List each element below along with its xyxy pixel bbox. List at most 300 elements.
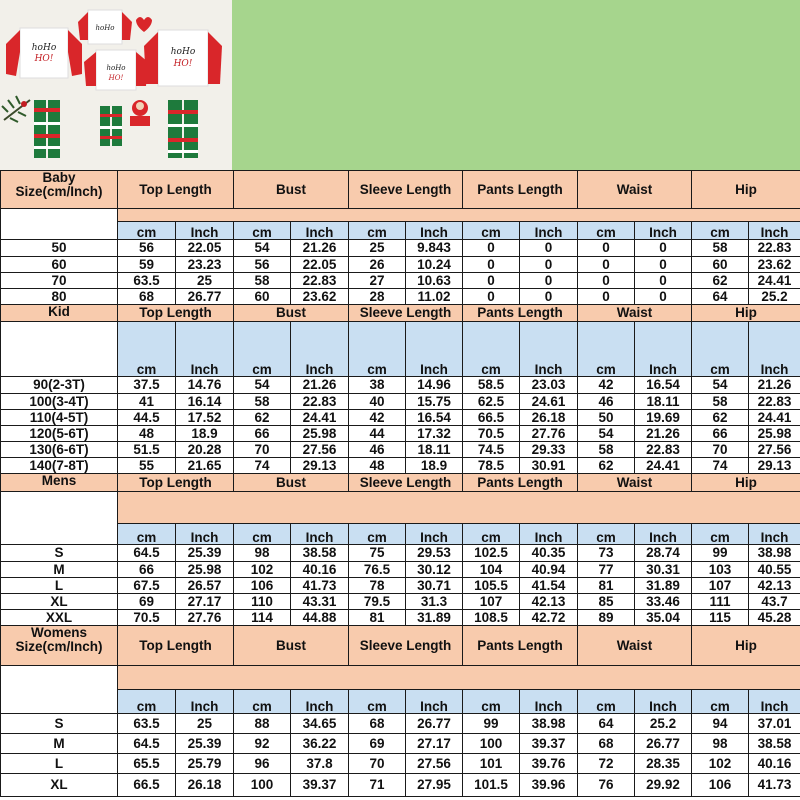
unit-label: cm bbox=[692, 322, 749, 377]
table-row bbox=[1, 545, 800, 562]
value-cell: 0 bbox=[520, 240, 578, 257]
value-cell: 37.5 bbox=[118, 377, 176, 394]
value-cell: 58 bbox=[692, 394, 749, 410]
value-cell: 51.5 bbox=[118, 442, 176, 458]
label-blank-cell bbox=[1, 209, 118, 240]
value-cell: 73 bbox=[578, 545, 635, 562]
unit-label: Inch bbox=[520, 222, 578, 240]
column-header: Bust bbox=[234, 626, 349, 666]
value-cell: 39.37 bbox=[291, 774, 349, 797]
size-label-cell: 70 bbox=[1, 273, 118, 289]
column-header: Hip bbox=[692, 474, 800, 492]
value-cell: 58 bbox=[692, 240, 749, 257]
value-cell: 18.9 bbox=[406, 458, 463, 474]
column-header: Hip bbox=[692, 626, 800, 666]
table-row bbox=[1, 714, 800, 734]
size-label-cell: L bbox=[1, 578, 118, 594]
value-cell: 25.98 bbox=[749, 426, 800, 442]
value-cell: 101 bbox=[463, 754, 520, 774]
value-cell: 17.32 bbox=[406, 426, 463, 442]
value-cell: 37.8 bbox=[291, 754, 349, 774]
value-cell: 22.05 bbox=[176, 240, 234, 257]
value-cell: 115 bbox=[692, 610, 749, 626]
value-cell: 18.11 bbox=[635, 394, 692, 410]
value-cell: 42.72 bbox=[520, 610, 578, 626]
header-band-row bbox=[1, 666, 800, 690]
family-pajama-illustration bbox=[0, 0, 232, 170]
unit-label: cm bbox=[118, 222, 176, 240]
value-cell: 43.31 bbox=[291, 594, 349, 610]
value-cell: 21.26 bbox=[635, 426, 692, 442]
column-header: Sleeve Length bbox=[349, 626, 463, 666]
value-cell: 46 bbox=[578, 394, 635, 410]
value-cell: 63.5 bbox=[118, 273, 176, 289]
value-cell: 0 bbox=[520, 273, 578, 289]
value-cell: 18.9 bbox=[176, 426, 234, 442]
value-cell: 60 bbox=[234, 289, 291, 305]
value-cell: 107 bbox=[463, 594, 520, 610]
unit-label: Inch bbox=[520, 690, 578, 714]
size-label-cell: 60 bbox=[1, 257, 118, 273]
value-cell: 9.843 bbox=[406, 240, 463, 257]
green-banner-panel bbox=[232, 0, 800, 170]
value-cell: 96 bbox=[234, 754, 291, 774]
value-cell: 42 bbox=[349, 410, 406, 426]
value-cell: 27.56 bbox=[406, 754, 463, 774]
value-cell: 104 bbox=[463, 562, 520, 578]
value-cell: 76 bbox=[578, 774, 635, 797]
table-row bbox=[1, 240, 800, 257]
value-cell: 14.96 bbox=[406, 377, 463, 394]
value-cell: 62 bbox=[578, 458, 635, 474]
size-label-cell: M bbox=[1, 562, 118, 578]
svg-text:HO!: HO! bbox=[108, 74, 124, 82]
unit-label: cm bbox=[118, 524, 176, 545]
table-row bbox=[1, 410, 800, 426]
value-cell: 44.88 bbox=[291, 610, 349, 626]
value-cell: 18.11 bbox=[406, 442, 463, 458]
table-row bbox=[1, 594, 800, 610]
value-cell: 27.76 bbox=[176, 610, 234, 626]
group-label-line: Mens bbox=[41, 473, 77, 488]
santa-plush bbox=[130, 100, 150, 126]
value-cell: 69 bbox=[349, 734, 406, 754]
column-header: Pants Length bbox=[463, 474, 578, 492]
value-cell: 27.76 bbox=[520, 426, 578, 442]
shirt-small-top bbox=[78, 10, 132, 44]
value-cell: 16.54 bbox=[406, 410, 463, 426]
value-cell: 31.3 bbox=[406, 594, 463, 610]
value-cell: 81 bbox=[578, 578, 635, 594]
value-cell: 60 bbox=[692, 257, 749, 273]
unit-label: cm bbox=[118, 690, 176, 714]
value-cell: 24.41 bbox=[291, 410, 349, 426]
value-cell: 78.5 bbox=[463, 458, 520, 474]
header-band-row bbox=[1, 492, 800, 524]
value-cell: 102.5 bbox=[463, 545, 520, 562]
header-band bbox=[118, 209, 800, 222]
value-cell: 0 bbox=[578, 289, 635, 305]
size-label-cell: 140(7-8T) bbox=[1, 458, 118, 474]
value-cell: 25.79 bbox=[176, 754, 234, 774]
value-cell: 76.5 bbox=[349, 562, 406, 578]
column-header: Sleeve Length bbox=[349, 474, 463, 492]
value-cell: 79.5 bbox=[349, 594, 406, 610]
value-cell: 100 bbox=[463, 734, 520, 754]
label-blank-cell bbox=[1, 666, 118, 714]
value-cell: 98 bbox=[692, 734, 749, 754]
svg-text:hoHo: hoHo bbox=[106, 64, 126, 72]
svg-text:HO!: HO! bbox=[34, 54, 54, 64]
value-cell: 108.5 bbox=[463, 610, 520, 626]
table-row bbox=[1, 257, 800, 273]
value-cell: 20.28 bbox=[176, 442, 234, 458]
value-cell: 40.35 bbox=[520, 545, 578, 562]
value-cell: 98 bbox=[234, 545, 291, 562]
value-cell: 72 bbox=[578, 754, 635, 774]
table-row bbox=[1, 754, 800, 774]
table-row bbox=[1, 289, 800, 305]
value-cell: 27.17 bbox=[406, 734, 463, 754]
value-cell: 50 bbox=[578, 410, 635, 426]
value-cell: 58 bbox=[234, 394, 291, 410]
value-cell: 70 bbox=[234, 442, 291, 458]
value-cell: 43.7 bbox=[749, 594, 800, 610]
value-cell: 68 bbox=[118, 289, 176, 305]
value-cell: 17.52 bbox=[176, 410, 234, 426]
value-cell: 114 bbox=[234, 610, 291, 626]
table-row bbox=[1, 578, 800, 594]
value-cell: 23.62 bbox=[291, 289, 349, 305]
value-cell: 94 bbox=[692, 714, 749, 734]
unit-label: cm bbox=[463, 322, 520, 377]
unit-label: cm bbox=[578, 524, 635, 545]
table-row bbox=[1, 442, 800, 458]
group-label-line: Kid bbox=[48, 304, 70, 319]
value-cell: 25.39 bbox=[176, 545, 234, 562]
group-label-line: Womens bbox=[30, 625, 87, 640]
value-cell: 64 bbox=[578, 714, 635, 734]
value-cell: 77 bbox=[578, 562, 635, 578]
value-cell: 26 bbox=[349, 257, 406, 273]
value-cell: 10.63 bbox=[406, 273, 463, 289]
column-header: Top Length bbox=[118, 305, 234, 322]
unit-label: cm bbox=[692, 690, 749, 714]
unit-label: cm bbox=[692, 222, 749, 240]
value-cell: 56 bbox=[234, 257, 291, 273]
value-cell: 33.46 bbox=[635, 594, 692, 610]
table-row bbox=[1, 774, 800, 797]
value-cell: 64 bbox=[692, 289, 749, 305]
value-cell: 27.17 bbox=[176, 594, 234, 610]
value-cell: 29.92 bbox=[635, 774, 692, 797]
value-cell: 111 bbox=[692, 594, 749, 610]
value-cell: 31.89 bbox=[406, 610, 463, 626]
value-cell: 24.61 bbox=[520, 394, 578, 410]
table-row bbox=[1, 426, 800, 442]
unit-label: cm bbox=[234, 222, 291, 240]
svg-text:hoHo: hoHo bbox=[31, 43, 57, 53]
heart-icon bbox=[136, 17, 152, 32]
value-cell: 54 bbox=[692, 377, 749, 394]
value-cell: 26.18 bbox=[176, 774, 234, 797]
unit-label: Inch bbox=[749, 222, 800, 240]
value-cell: 38.58 bbox=[291, 545, 349, 562]
value-cell: 23.03 bbox=[520, 377, 578, 394]
value-cell: 48 bbox=[349, 458, 406, 474]
unit-label: Inch bbox=[291, 690, 349, 714]
unit-label: Inch bbox=[176, 690, 234, 714]
value-cell: 70.5 bbox=[463, 426, 520, 442]
value-cell: 48 bbox=[118, 426, 176, 442]
value-cell: 25.98 bbox=[176, 562, 234, 578]
unit-label: Inch bbox=[749, 690, 800, 714]
value-cell: 25.2 bbox=[635, 714, 692, 734]
column-header: Waist bbox=[578, 474, 692, 492]
value-cell: 71 bbox=[349, 774, 406, 797]
size-label-cell: XL bbox=[1, 594, 118, 610]
size-label-cell: S bbox=[1, 714, 118, 734]
value-cell: 62 bbox=[692, 410, 749, 426]
value-cell: 64.5 bbox=[118, 545, 176, 562]
value-cell: 74 bbox=[234, 458, 291, 474]
table-row bbox=[1, 273, 800, 289]
pants-left bbox=[34, 100, 60, 158]
value-cell: 42.13 bbox=[749, 578, 800, 594]
value-cell: 0 bbox=[463, 273, 520, 289]
value-cell: 89 bbox=[578, 610, 635, 626]
column-header: Waist bbox=[578, 305, 692, 322]
size-label-cell: 90(2-3T) bbox=[1, 377, 118, 394]
size-label-cell: XL bbox=[1, 774, 118, 797]
column-header: Waist bbox=[578, 171, 692, 209]
value-cell: 27 bbox=[349, 273, 406, 289]
svg-text:hoHo: hoHo bbox=[95, 24, 115, 32]
value-cell: 23.62 bbox=[749, 257, 800, 273]
unit-label: Inch bbox=[406, 222, 463, 240]
size-label-cell: M bbox=[1, 734, 118, 754]
value-cell: 23.23 bbox=[176, 257, 234, 273]
value-cell: 28.35 bbox=[635, 754, 692, 774]
value-cell: 103 bbox=[692, 562, 749, 578]
unit-label: Inch bbox=[520, 524, 578, 545]
value-cell: 75 bbox=[349, 545, 406, 562]
unit-label: Inch bbox=[176, 322, 234, 377]
unit-label: Inch bbox=[749, 524, 800, 545]
svg-text:hoHo: hoHo bbox=[170, 47, 196, 57]
value-cell: 16.14 bbox=[176, 394, 234, 410]
value-cell: 58 bbox=[234, 273, 291, 289]
unit-label: cm bbox=[118, 322, 176, 377]
value-cell: 21.26 bbox=[749, 377, 800, 394]
value-cell: 64.5 bbox=[118, 734, 176, 754]
group-label bbox=[1, 474, 118, 492]
value-cell: 70.5 bbox=[118, 610, 176, 626]
value-cell: 63.5 bbox=[118, 714, 176, 734]
group-label bbox=[1, 626, 118, 666]
value-cell: 0 bbox=[635, 257, 692, 273]
group-label bbox=[1, 171, 118, 209]
unit-label: cm bbox=[349, 222, 406, 240]
size-label-cell: 110(4-5T) bbox=[1, 410, 118, 426]
column-header: Sleeve Length bbox=[349, 171, 463, 209]
value-cell: 66.5 bbox=[463, 410, 520, 426]
value-cell: 30.91 bbox=[520, 458, 578, 474]
column-header: Pants Length bbox=[463, 305, 578, 322]
value-cell: 28.74 bbox=[635, 545, 692, 562]
value-cell: 0 bbox=[463, 289, 520, 305]
value-cell: 45.28 bbox=[749, 610, 800, 626]
value-cell: 24.41 bbox=[635, 458, 692, 474]
value-cell: 54 bbox=[234, 240, 291, 257]
unit-label: cm bbox=[578, 690, 635, 714]
size-label-cell: 80 bbox=[1, 289, 118, 305]
size-label-cell: 130(6-6T) bbox=[1, 442, 118, 458]
size-label-cell: 50 bbox=[1, 240, 118, 257]
value-cell: 26.57 bbox=[176, 578, 234, 594]
value-cell: 44.5 bbox=[118, 410, 176, 426]
table-row bbox=[1, 562, 800, 578]
value-cell: 21.26 bbox=[291, 240, 349, 257]
value-cell: 85 bbox=[578, 594, 635, 610]
group-label bbox=[1, 305, 118, 322]
group-header-row bbox=[1, 171, 800, 209]
group-header-row bbox=[1, 305, 800, 322]
pants-right bbox=[168, 100, 198, 158]
value-cell: 68 bbox=[349, 714, 406, 734]
value-cell: 65.5 bbox=[118, 754, 176, 774]
column-header: Bust bbox=[234, 305, 349, 322]
value-cell: 46 bbox=[349, 442, 406, 458]
unit-label: cm bbox=[234, 322, 291, 377]
value-cell: 28 bbox=[349, 289, 406, 305]
value-cell: 54 bbox=[578, 426, 635, 442]
unit-label: Inch bbox=[406, 524, 463, 545]
value-cell: 70 bbox=[692, 442, 749, 458]
value-cell: 81 bbox=[349, 610, 406, 626]
value-cell: 70 bbox=[349, 754, 406, 774]
value-cell: 24.41 bbox=[749, 410, 800, 426]
size-chart-table bbox=[0, 170, 800, 797]
value-cell: 39.96 bbox=[520, 774, 578, 797]
group-label-line: Size(cm/Inch) bbox=[15, 638, 103, 654]
value-cell: 100 bbox=[234, 774, 291, 797]
unit-label: Inch bbox=[406, 690, 463, 714]
value-cell: 22.83 bbox=[635, 442, 692, 458]
value-cell: 0 bbox=[520, 257, 578, 273]
value-cell: 67.5 bbox=[118, 578, 176, 594]
value-cell: 38.98 bbox=[520, 714, 578, 734]
unit-row bbox=[1, 322, 800, 377]
column-header: Pants Length bbox=[463, 171, 578, 209]
value-cell: 29.13 bbox=[749, 458, 800, 474]
value-cell: 99 bbox=[463, 714, 520, 734]
value-cell: 22.05 bbox=[291, 257, 349, 273]
value-cell: 0 bbox=[635, 289, 692, 305]
value-cell: 14.76 bbox=[176, 377, 234, 394]
value-cell: 59 bbox=[118, 257, 176, 273]
value-cell: 22.83 bbox=[291, 273, 349, 289]
value-cell: 27.56 bbox=[749, 442, 800, 458]
value-cell: 25 bbox=[176, 273, 234, 289]
value-cell: 58 bbox=[578, 442, 635, 458]
unit-label: cm bbox=[349, 322, 406, 377]
value-cell: 31.89 bbox=[635, 578, 692, 594]
unit-label: cm bbox=[234, 690, 291, 714]
value-cell: 0 bbox=[578, 257, 635, 273]
size-label-cell: 120(5-6T) bbox=[1, 426, 118, 442]
value-cell: 30.31 bbox=[635, 562, 692, 578]
header-band-row bbox=[1, 209, 800, 222]
header-band bbox=[118, 492, 800, 524]
value-cell: 26.77 bbox=[176, 289, 234, 305]
unit-label: Inch bbox=[176, 524, 234, 545]
value-cell: 26.77 bbox=[635, 734, 692, 754]
value-cell: 30.71 bbox=[406, 578, 463, 594]
column-header: Bust bbox=[234, 474, 349, 492]
unit-label: cm bbox=[578, 222, 635, 240]
unit-row bbox=[1, 524, 800, 545]
unit-label: cm bbox=[463, 524, 520, 545]
value-cell: 99 bbox=[692, 545, 749, 562]
value-cell: 66.5 bbox=[118, 774, 176, 797]
unit-label: Inch bbox=[406, 322, 463, 377]
unit-label: Inch bbox=[635, 322, 692, 377]
unit-row bbox=[1, 690, 800, 714]
table-row bbox=[1, 734, 800, 754]
value-cell: 10.24 bbox=[406, 257, 463, 273]
value-cell: 22.83 bbox=[291, 394, 349, 410]
value-cell: 25 bbox=[349, 240, 406, 257]
value-cell: 22.83 bbox=[749, 240, 800, 257]
value-cell: 30.12 bbox=[406, 562, 463, 578]
value-cell: 38.98 bbox=[749, 545, 800, 562]
unit-label: cm bbox=[234, 524, 291, 545]
value-cell: 0 bbox=[635, 240, 692, 257]
value-cell: 38 bbox=[349, 377, 406, 394]
column-header: Pants Length bbox=[463, 626, 578, 666]
value-cell: 44 bbox=[349, 426, 406, 442]
value-cell: 26.18 bbox=[520, 410, 578, 426]
pine-branch-decoration bbox=[2, 96, 30, 122]
value-cell: 92 bbox=[234, 734, 291, 754]
value-cell: 19.69 bbox=[635, 410, 692, 426]
value-cell: 24.41 bbox=[749, 273, 800, 289]
value-cell: 101.5 bbox=[463, 774, 520, 797]
column-header: Sleeve Length bbox=[349, 305, 463, 322]
column-header: Hip bbox=[692, 171, 800, 209]
value-cell: 27.95 bbox=[406, 774, 463, 797]
size-label-cell: XXL bbox=[1, 610, 118, 626]
value-cell: 56 bbox=[118, 240, 176, 257]
value-cell: 37.01 bbox=[749, 714, 800, 734]
table-row bbox=[1, 377, 800, 394]
value-cell: 0 bbox=[635, 273, 692, 289]
value-cell: 25 bbox=[176, 714, 234, 734]
unit-row bbox=[1, 222, 800, 240]
value-cell: 15.75 bbox=[406, 394, 463, 410]
shirt-adult-left bbox=[6, 28, 82, 78]
value-cell: 58.5 bbox=[463, 377, 520, 394]
unit-label: Inch bbox=[635, 524, 692, 545]
value-cell: 107 bbox=[692, 578, 749, 594]
unit-label: cm bbox=[463, 222, 520, 240]
value-cell: 66 bbox=[118, 562, 176, 578]
unit-label: Inch bbox=[749, 322, 800, 377]
value-cell: 26.77 bbox=[406, 714, 463, 734]
column-header: Top Length bbox=[118, 171, 234, 209]
value-cell: 105.5 bbox=[463, 578, 520, 594]
